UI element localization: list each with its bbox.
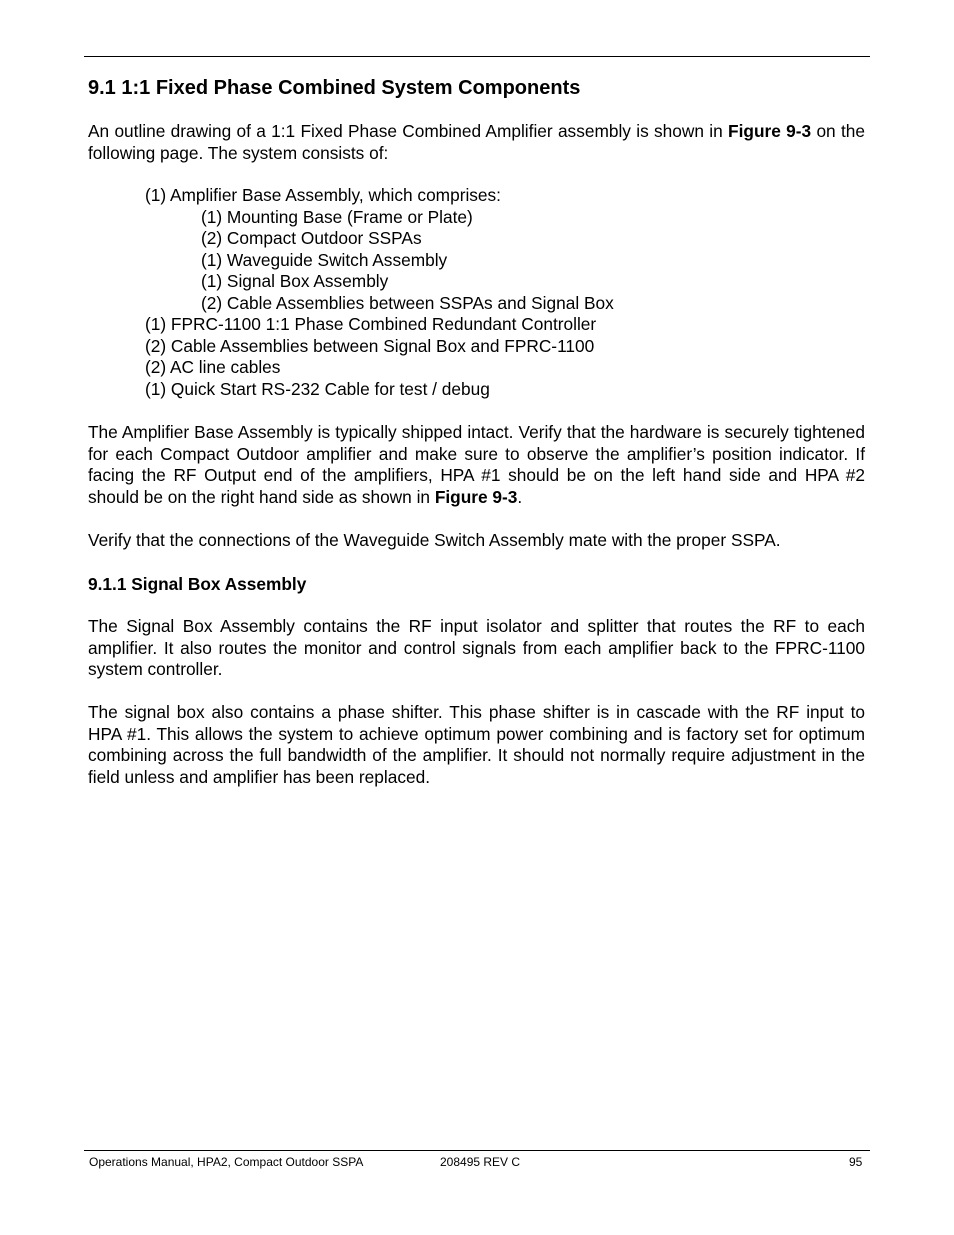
phase-shifter-paragraph: The signal box also contains a phase shifter. This phase shifter is in cascade with the RF input to HPA #1. This allows the system to achieve optimum power combining and is factory set for optimum combining across the full bandwidth of the amplifier. It should not normally require adjustment in the field unless and amplifier has been replaced. (88, 702, 865, 787)
list-item: (2) Cable Assemblies between Signal Box and FPRC-1100 (145, 335, 595, 356)
header-rule (84, 56, 870, 57)
waveguide-paragraph: Verify that the connections of the Waveguide Switch Assembly mate with the proper SSPA. (88, 530, 781, 550)
figure-reference: Figure 9-3 (434, 486, 518, 507)
list-item: (2) Cable Assemblies between SSPAs and Signal Box (201, 292, 614, 313)
footer-manual-title: Operations Manual, HPA2, Compact Outdoor SSPA (89, 1155, 364, 1169)
list-item: (2) Compact Outdoor SSPAs (201, 228, 422, 248)
section-title: 9.1 1:1 Fixed Phase Combined System Components (88, 77, 581, 99)
signal-box-paragraph: The Signal Box Assembly contains the RF input isolator and splitter that routes the RF to each amplifier. It also routes the monitor and control signals from each amplifier back to the FPRC-1100 system controller. (88, 616, 865, 680)
list-item: (2) AC line cables (145, 357, 281, 377)
intro-text: An outline drawing of a 1:1 Fixed Phase Combined Amplifier assembly is shown in (88, 121, 729, 141)
list-item: (1) Amplifier Base Assembly, which comprises: (145, 185, 501, 205)
base-assembly-paragraph (88, 422, 865, 508)
list-item: (1) Quick Start RS-232 Cable for test / debug (145, 378, 490, 399)
list-item: (1) Waveguide Switch Assembly (201, 249, 448, 270)
footer-page-number: 95 (849, 1155, 863, 1169)
figure-reference: Figure 9-3 (728, 121, 812, 141)
list-item: (1) Signal Box Assembly (201, 271, 389, 291)
subsection-title: 9.1.1 Signal Box Assembly (88, 574, 307, 594)
component-list (145, 185, 614, 400)
base-assembly-text-end: . (517, 486, 523, 507)
list-item: (1) FPRC-1100 1:1 Phase Combined Redundant Controller (145, 314, 597, 334)
intro-text-end: on the following page. The system consists of: (88, 121, 865, 163)
footer-rule (84, 1150, 870, 1151)
footer-doc-number: 208495 REV C (440, 1155, 521, 1169)
base-assembly-text: The Amplifier Base Assembly is typically shipped intact. Verify that the hardware is securely tightened for each Compact Outdoor amplifier and make sure to observe the amplifier’s position indicator. If facing the RF Output end of the amplifiers, HPA #1 should be on the left hand side and HPA #2 should be on the right hand side as shown in (88, 422, 865, 507)
intro-paragraph (88, 121, 865, 164)
list-item: (1) Mounting Base (Frame or Plate) (201, 206, 473, 227)
